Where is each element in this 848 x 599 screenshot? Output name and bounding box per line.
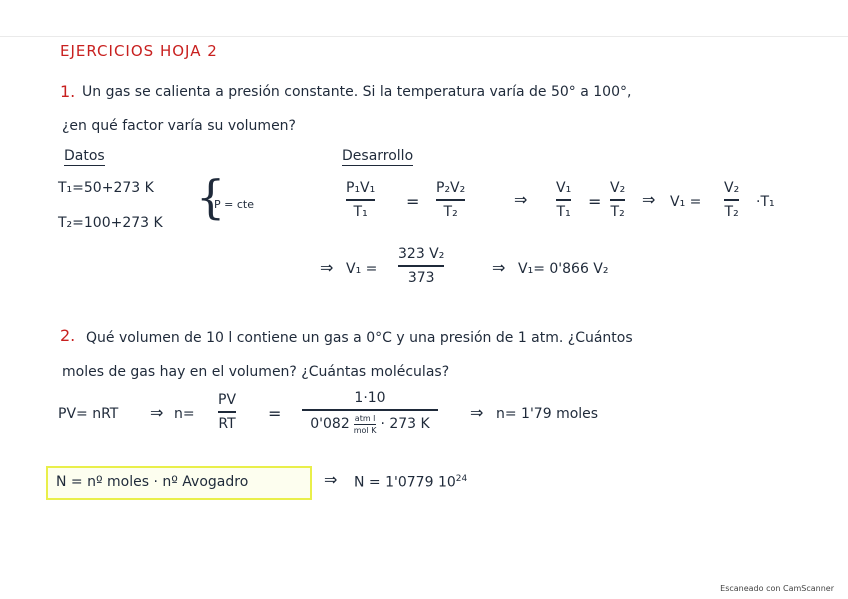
fraction-p1v1-t1	[346, 180, 375, 220]
fraction-numerator: P₁V₁	[346, 180, 376, 196]
fraction-bar	[436, 199, 465, 201]
fraction-v2-t2	[610, 180, 625, 220]
ideal-gas-equation: PV= nRT	[58, 406, 119, 422]
fraction-result	[398, 246, 444, 286]
brace-symbol: {	[196, 170, 226, 224]
scanner-watermark: Escaneado con CamScanner	[720, 584, 834, 593]
fraction-bar	[302, 409, 438, 411]
r-units-numerator: atm l	[354, 413, 376, 423]
fraction-p2v2-t2	[436, 180, 465, 220]
fraction-numerator: 1·10	[354, 390, 386, 406]
fraction-bar	[218, 411, 236, 413]
equals-sign: =	[268, 404, 282, 423]
fraction-denominator: 373	[407, 269, 435, 286]
fraction-numerator: V₂	[610, 180, 626, 196]
implies-arrow: ⇒	[642, 190, 656, 209]
implies-arrow: ⇒	[320, 258, 334, 277]
fraction-denominator: RT	[218, 415, 236, 432]
times-t1: ·T₁	[756, 194, 775, 210]
fraction-numerator: V₁	[556, 180, 572, 196]
datos-p: P = cte	[214, 198, 254, 211]
problem1-number: 1.	[60, 82, 76, 101]
r-units	[354, 414, 377, 435]
fraction-denominator: T₂	[443, 203, 458, 220]
datos-heading: Datos	[64, 148, 105, 164]
fraction-bar	[556, 199, 571, 201]
fraction-bar	[346, 199, 375, 201]
equals-sign: =	[588, 192, 602, 211]
fraction-bar	[724, 199, 739, 201]
molecules-value: N = 1'0779 10	[354, 474, 456, 491]
fraction-v2-t2-final	[724, 180, 739, 220]
page-title: EJERCICIOS HOJA 2	[60, 42, 218, 60]
fraction-numerator: P₂V₂	[436, 180, 466, 196]
fraction-bar	[610, 199, 625, 201]
moles-result: n= 1'79 moles	[496, 406, 599, 422]
avogadro-formula: N = nº moles · nº Avogadro	[56, 474, 249, 490]
temperature-term: · 273 K	[380, 416, 430, 433]
fraction-bar	[398, 265, 444, 267]
equals-sign: =	[406, 192, 420, 211]
fraction-bar	[354, 424, 377, 425]
implies-arrow: ⇒	[514, 190, 528, 209]
v1-label: V₁ =	[670, 194, 702, 210]
n-label: n=	[174, 406, 195, 422]
scan-edge	[0, 36, 848, 37]
implies-arrow: ⇒	[150, 403, 164, 422]
implies-arrow: ⇒	[492, 258, 506, 277]
fraction-denominator: T₂	[610, 203, 625, 220]
fraction-pv-rt	[218, 392, 236, 432]
datos-t2: T₂=100+273 K	[58, 215, 163, 231]
fraction-denominator	[310, 414, 429, 435]
v1-result: V₁= 0'866 V₂	[518, 261, 609, 277]
r-units-denominator: mol K	[353, 425, 377, 435]
r-constant: 0'082	[310, 416, 350, 433]
problem2-line1: Qué volumen de 10 l contiene un gas a 0°C y una presión de 1 atm. ¿Cuántos	[86, 330, 633, 346]
fraction-numerator: 323 V₂	[398, 246, 445, 262]
problem2-number: 2.	[60, 326, 76, 345]
fraction-numerator: PV	[218, 392, 237, 408]
molecules-exponent: 24	[455, 474, 468, 484]
v1-label: V₁ =	[346, 261, 378, 277]
fraction-denominator: T₂	[724, 203, 739, 220]
problem1-line1: Un gas se calienta a presión constante. Si la temperatura varía de 50° a 100°,	[82, 84, 632, 100]
fraction-denominator: T₁	[353, 203, 368, 220]
fraction-numerator: V₂	[724, 180, 740, 196]
implies-arrow: ⇒	[324, 470, 338, 489]
problem2-line2: moles de gas hay en el volumen? ¿Cuántas moléculas?	[62, 364, 450, 380]
fraction-denominator: T₁	[556, 203, 571, 220]
fraction-numeric	[302, 390, 438, 435]
molecules-result	[354, 474, 467, 491]
datos-t1: T₁=50+273 K	[58, 180, 154, 196]
implies-arrow: ⇒	[470, 403, 484, 422]
fraction-v1-t1	[556, 180, 571, 220]
problem1-line2: ¿en qué factor varía su volumen?	[62, 118, 296, 134]
desarrollo-heading: Desarrollo	[342, 148, 414, 164]
